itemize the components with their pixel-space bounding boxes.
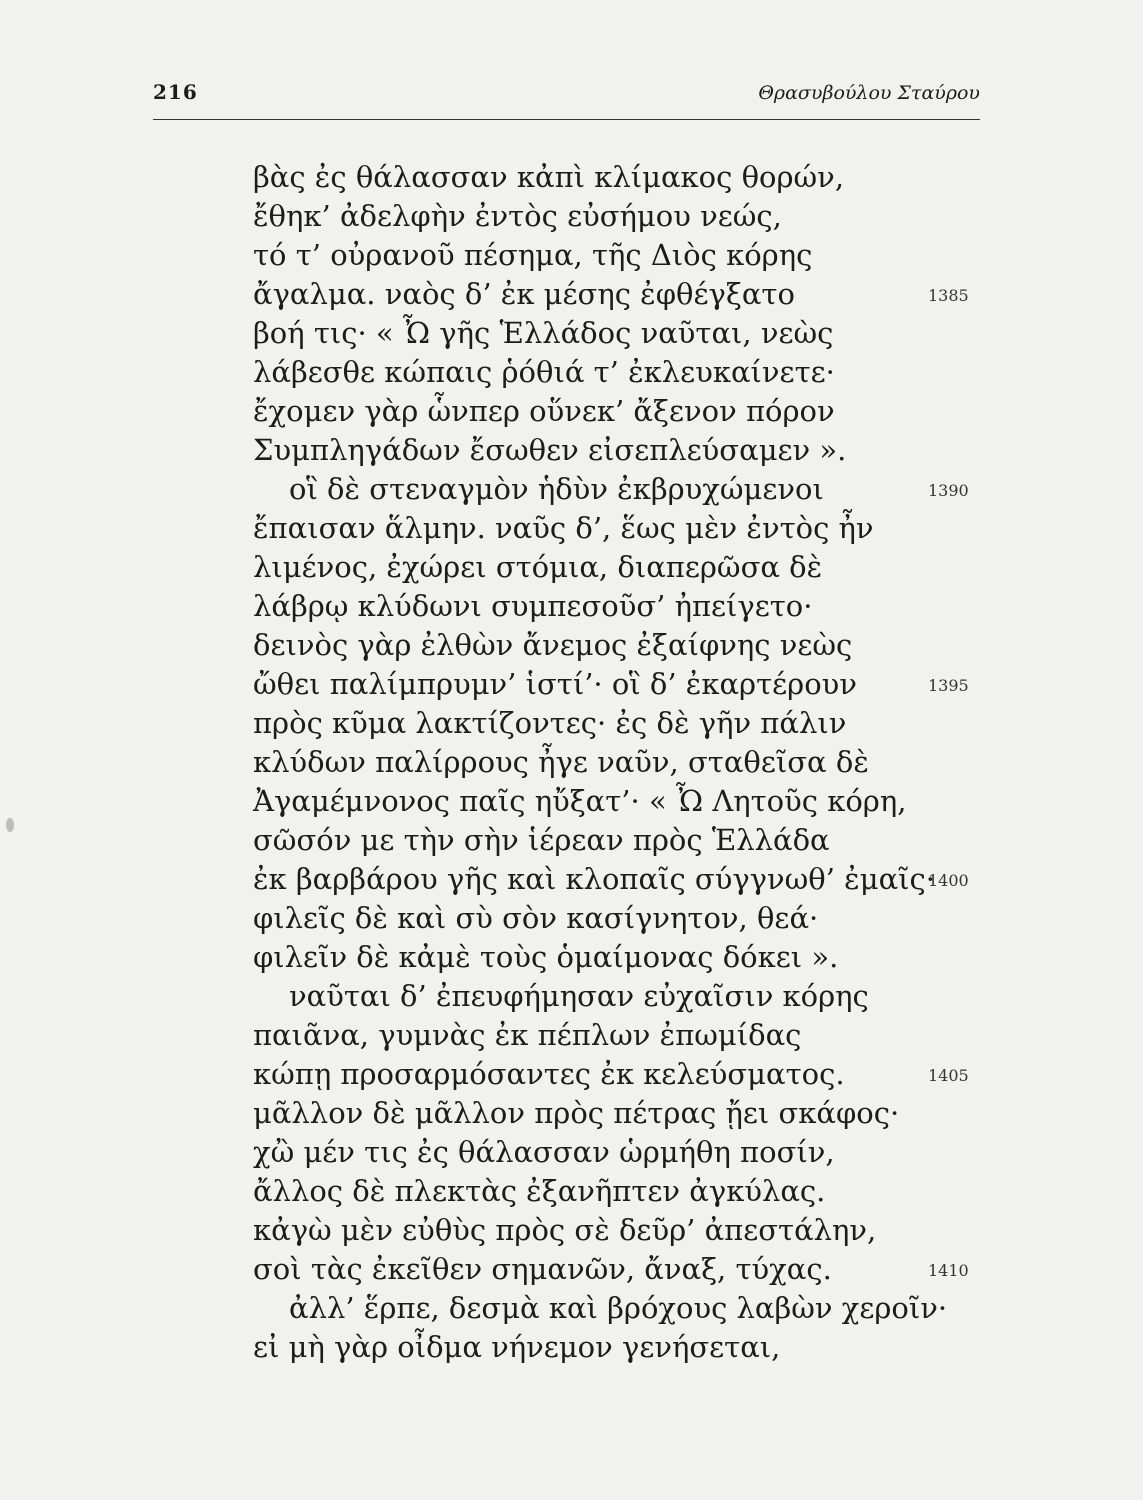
verse-line: ἔθηκ’ ἀδελφὴν ἐντὸς εὐσήμου νεώς, <box>253 199 782 233</box>
verse-line: τό τ’ οὐρανοῦ πέσημα, τῆς Διὸς κόρης <box>253 238 813 272</box>
verse-line: ἄγαλμα. ναὸς δ’ ἐκ μέσης ἐφθέγξατο <box>253 277 795 311</box>
verse-line: ἔπαισαν ἅλμην. ναῦς δ’, ἕως μὲν ἐντὸς ἦν <box>253 511 874 545</box>
line-number: 1390 <box>928 481 969 500</box>
verse-line: ἐκ βαρβάρου γῆς καὶ κλοπαῖς σύγγνωθ’ ἐμαῖς· <box>253 862 935 896</box>
verse-line: κλύδων παλίρρους ἦγε ναῦν, σταθεῖσα δὲ <box>253 745 869 779</box>
verse-line: ναῦται δ’ ἐπευφήμησαν εὐχαῖσιν κόρης <box>289 979 869 1013</box>
verse-line: λιμένος, ἐχώρει στόμια, διαπερῶσα δὲ <box>253 550 823 584</box>
line-number: 1405 <box>928 1066 969 1085</box>
verse-line: μᾶλλον δὲ μᾶλλον πρὸς πέτρας ᾔει σκάφος· <box>253 1096 900 1130</box>
verse-line: χὢ μέν τις ἐς θάλασσαν ὡρμήθη ποσίν, <box>253 1135 835 1169</box>
verse-line: ἔχομεν γὰρ ὧνπερ οὕνεκ’ ἄξενον πόρον <box>253 394 835 428</box>
verse-line: φιλεῖς δὲ καὶ σὺ σὸν κασίγνητον, θεά· <box>253 901 819 935</box>
verse-line: λάβρῳ κλύδωνι συμπεσοῦσ’ ἠπείγετο· <box>253 589 813 623</box>
page-number: 216 <box>153 80 198 104</box>
verse-line: κἀγὼ μὲν εὐθὺς πρὸς σὲ δεῦρ’ ἀπεστάλην, <box>253 1213 877 1247</box>
scan-artifact <box>6 818 14 832</box>
verse-line: ἄλλος δὲ πλεκτὰς ἐξανῆπτεν ἀγκύλας. <box>253 1174 826 1208</box>
verse-line: φιλεῖν δὲ κἀμὲ τοὺς ὁμαίμονας δόκει ». <box>253 940 839 974</box>
verse-line: λάβεσθε κώπαις ῥόθιά τ’ ἐκλευκαίνετε· <box>253 355 835 389</box>
verse-line: πρὸς κῦμα λακτίζοντες· ἐς δὲ γῆν πάλιν <box>253 706 847 740</box>
verse-line: ὤθει παλίμπρυμν’ ἱστί’· οἳ δ’ ἐκαρτέρουν <box>253 667 857 701</box>
verse-line: οἳ δὲ στεναγμὸν ἡδὺν ἐκβρυχώμενοι <box>289 472 824 506</box>
line-number: 1400 <box>928 871 969 890</box>
verse-line: δεινὸς γὰρ ἐλθὼν ἄνεμος ἐξαίφνης νεὼς <box>253 628 853 662</box>
line-number: 1395 <box>928 676 969 695</box>
verse-line: σῶσόν με τὴν σὴν ἱέρεαν πρὸς Ἑλλάδα <box>253 823 830 857</box>
verse-line: Συμπληγάδων ἔσωθεν εἰσεπλεύσαμεν ». <box>253 433 847 467</box>
verse-line: Ἀγαμέμνονος παῖς ηὔξατ’· « Ὦ Λητοῦς κόρη, <box>253 784 907 818</box>
verse-line: εἰ μὴ γὰρ οἶδμα νήνεμον γενήσεται, <box>253 1330 781 1364</box>
running-head: Θρασυβούλου Σταύρου <box>758 82 980 104</box>
verse-line: βοή τις· « Ὦ γῆς Ἑλλάδος ναῦται, νεὼς <box>253 316 834 350</box>
line-number: 1410 <box>928 1261 969 1280</box>
verse-line: βὰς ἐς θάλασσαν κἀπὶ κλίμακος θορών, <box>253 160 845 194</box>
verse-line: παιᾶνα, γυμνὰς ἐκ πέπλων ἐπωμίδας <box>253 1018 802 1052</box>
verse-line: σοὶ τὰς ἐκεῖθεν σημανῶν, ἄναξ, τύχας. <box>253 1252 832 1286</box>
line-number: 1385 <box>928 286 969 305</box>
verse-line: ἀλλ’ ἕρπε, δεσμὰ καὶ βρόχους λαβὼν χεροῖν· <box>289 1291 948 1325</box>
verse-line: κώπῃ προσαρμόσαντες ἐκ κελεύσματος. <box>253 1057 845 1091</box>
